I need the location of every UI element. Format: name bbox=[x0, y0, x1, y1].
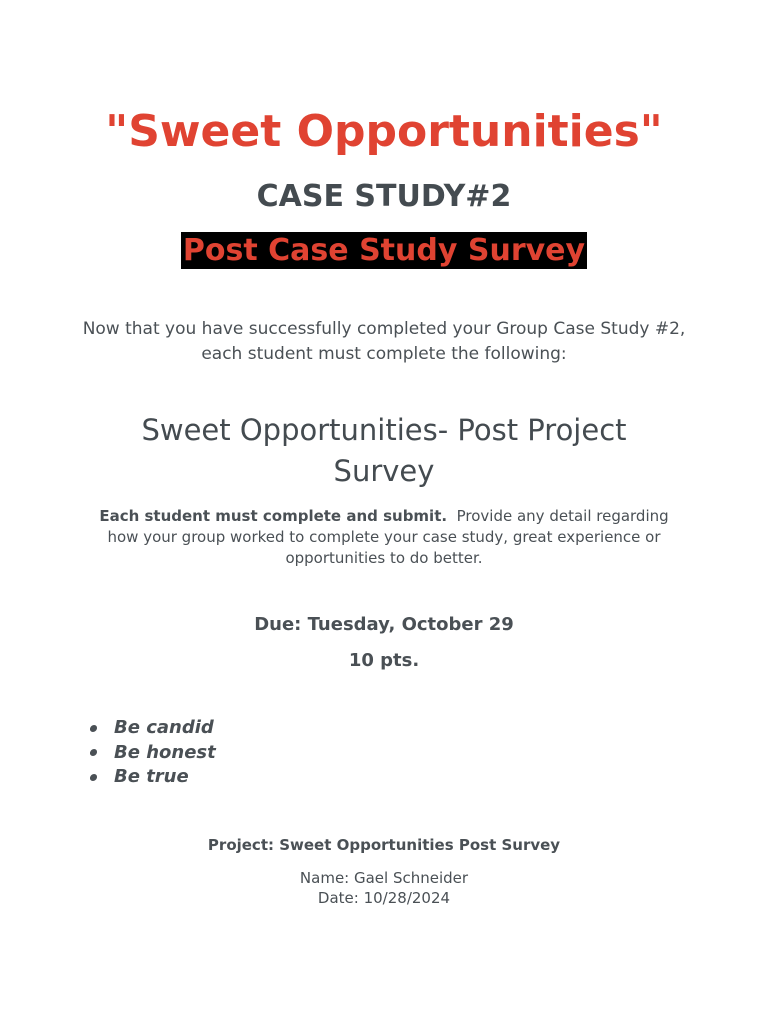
instructions-bold: Each student must complete and submit. bbox=[99, 507, 448, 525]
list-item bbox=[90, 741, 216, 766]
instructions-paragraph bbox=[90, 506, 678, 569]
survey-subtitle: Sweet Opportunities- Post Project Survey bbox=[141, 413, 627, 488]
student-name: Name: Gael Schneider bbox=[299, 869, 469, 887]
list-item bbox=[90, 765, 216, 790]
project-line: Project: Sweet Opportunities Post Survey bbox=[207, 836, 561, 854]
case-study-heading: CASE STUDY#2 bbox=[256, 179, 512, 214]
bullet-text: Be true bbox=[114, 766, 189, 787]
intro-paragraph: Now that you have successfully completed your Group Case Study #2, each student must complete the following: bbox=[82, 319, 686, 364]
document-title: "Sweet Opportunities" bbox=[105, 106, 663, 157]
survey-banner-container bbox=[0, 232, 768, 274]
instructions-text: Provide any detail regarding how your group worked to complete your case study, great experience or opportunities to do better. bbox=[107, 507, 669, 567]
list-item bbox=[90, 716, 216, 741]
bullet-text: Be honest bbox=[114, 741, 216, 763]
submission-date: Date: 10/28/2024 bbox=[317, 889, 451, 907]
points-value: 10 pts. bbox=[348, 650, 420, 671]
due-date: Due: Tuesday, October 29 bbox=[254, 614, 514, 635]
bullet-icon bbox=[89, 749, 97, 756]
bullet-text: Be candid bbox=[114, 717, 214, 738]
bullet-icon bbox=[89, 774, 97, 781]
bullet-icon bbox=[89, 725, 97, 732]
survey-banner: Post Case Study Survey bbox=[182, 233, 586, 268]
bullet-list bbox=[90, 716, 216, 790]
